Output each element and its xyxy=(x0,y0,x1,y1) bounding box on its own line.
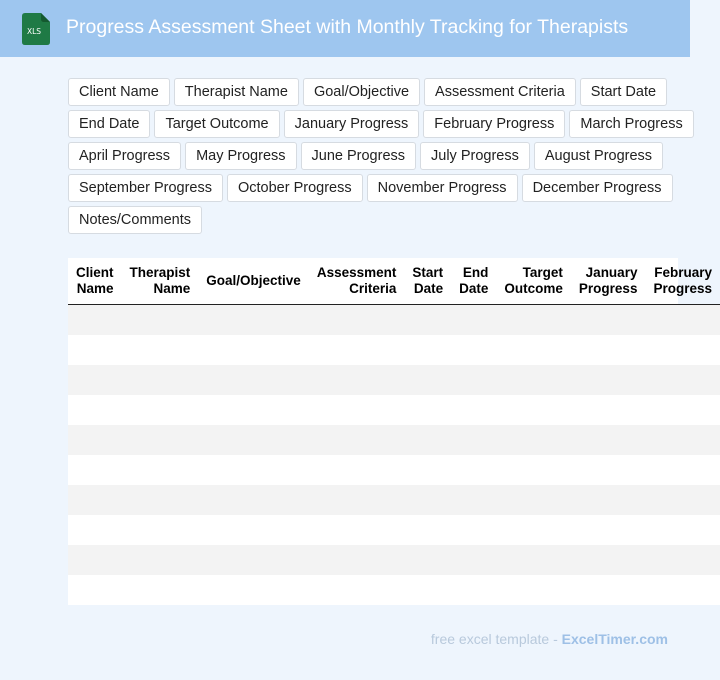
column-header-text: Client xyxy=(76,265,114,280)
table-cell[interactable] xyxy=(645,425,720,455)
table-cell[interactable] xyxy=(198,335,309,365)
column-header-text: Criteria xyxy=(349,281,397,296)
tracking-table xyxy=(68,258,720,605)
column-header-text: Start xyxy=(412,265,444,280)
table-cell[interactable] xyxy=(404,365,451,395)
column-header-text: Name xyxy=(76,281,114,296)
field-chip[interactable]: August Progress xyxy=(534,142,663,170)
table-cell[interactable] xyxy=(309,335,405,365)
table-row xyxy=(68,395,720,425)
table-cell[interactable] xyxy=(451,365,496,395)
table-cell[interactable] xyxy=(645,575,720,605)
table-cell[interactable] xyxy=(451,545,496,575)
column-header-text: Date xyxy=(459,281,489,296)
table-cell[interactable] xyxy=(309,485,405,515)
table-cell[interactable] xyxy=(496,575,571,605)
header-bar xyxy=(0,0,690,57)
table-row xyxy=(68,515,720,545)
table-cell[interactable] xyxy=(309,545,405,575)
column-header[interactable] xyxy=(451,258,496,305)
table-cell[interactable] xyxy=(496,365,571,395)
field-chip[interactable]: Start Date xyxy=(580,78,667,106)
table-cell[interactable] xyxy=(404,395,451,425)
table-cell[interactable] xyxy=(645,305,720,336)
table-cell[interactable] xyxy=(451,305,496,336)
table-cell[interactable] xyxy=(122,545,199,575)
table-cell[interactable] xyxy=(198,485,309,515)
field-chip[interactable]: Notes/Comments xyxy=(68,206,202,234)
column-header[interactable] xyxy=(309,258,405,305)
table-cell[interactable] xyxy=(68,395,122,425)
table-cell[interactable] xyxy=(122,305,199,336)
table-cell[interactable] xyxy=(309,455,405,485)
column-header-text: Progress xyxy=(653,281,712,296)
table-row xyxy=(68,335,720,365)
table-cell[interactable] xyxy=(571,545,646,575)
column-header-text: Outcome xyxy=(504,281,563,296)
table-cell[interactable] xyxy=(309,575,405,605)
column-header-text: January xyxy=(585,265,638,280)
field-chip-list xyxy=(68,78,698,234)
field-chip[interactable]: Client Name xyxy=(68,78,170,106)
table-cell[interactable] xyxy=(309,425,405,455)
table-cell[interactable] xyxy=(68,365,122,395)
table-cell[interactable] xyxy=(496,305,571,336)
table-row xyxy=(68,545,720,575)
field-chip[interactable]: October Progress xyxy=(227,174,363,202)
table-cell[interactable] xyxy=(198,455,309,485)
table-cell[interactable] xyxy=(198,365,309,395)
footer-prefix: free excel template - xyxy=(430,631,562,647)
column-header[interactable] xyxy=(571,258,646,305)
column-header-text: Therapist xyxy=(129,265,191,280)
table-cell[interactable] xyxy=(645,365,720,395)
footer-credit xyxy=(431,631,668,647)
field-chip[interactable]: End Date xyxy=(68,110,150,138)
table-cell[interactable] xyxy=(68,485,122,515)
table-cell[interactable] xyxy=(451,395,496,425)
table-cell[interactable] xyxy=(571,575,646,605)
column-header-text: Goal/Objective xyxy=(206,273,301,288)
table-cell[interactable] xyxy=(451,425,496,455)
table-cell[interactable] xyxy=(404,485,451,515)
table-cell[interactable] xyxy=(496,455,571,485)
table-cell[interactable] xyxy=(645,455,720,485)
field-chip[interactable]: November Progress xyxy=(367,174,518,202)
table-cell[interactable] xyxy=(571,365,646,395)
table-cell[interactable] xyxy=(451,575,496,605)
table-cell[interactable] xyxy=(571,455,646,485)
table-cell[interactable] xyxy=(68,335,122,365)
table-cell[interactable] xyxy=(68,425,122,455)
table-row xyxy=(68,305,720,336)
table-cell[interactable] xyxy=(496,395,571,425)
column-header[interactable] xyxy=(122,258,199,305)
table-cell[interactable] xyxy=(122,395,199,425)
table-cell[interactable] xyxy=(68,515,122,545)
table-cell[interactable] xyxy=(122,575,199,605)
table-cell[interactable] xyxy=(309,365,405,395)
column-header[interactable] xyxy=(496,258,571,305)
table-cell[interactable] xyxy=(571,305,646,336)
table-cell[interactable] xyxy=(198,515,309,545)
table-cell[interactable] xyxy=(404,575,451,605)
column-header-text: Target xyxy=(522,265,563,280)
field-chip[interactable]: January Progress xyxy=(284,110,420,138)
column-header[interactable] xyxy=(198,258,309,305)
column-header-text: Progress xyxy=(578,281,638,296)
table-cell[interactable] xyxy=(496,545,571,575)
table-cell[interactable] xyxy=(122,485,199,515)
field-chip[interactable]: December Progress xyxy=(522,174,673,202)
field-chip[interactable]: Target Outcome xyxy=(154,110,279,138)
table-header-row xyxy=(68,258,720,305)
table-cell[interactable] xyxy=(122,515,199,545)
table-body xyxy=(68,305,720,606)
field-chip[interactable]: Goal/Objective xyxy=(303,78,420,106)
field-chip[interactable]: May Progress xyxy=(185,142,296,170)
column-header-text: February xyxy=(654,265,712,280)
table-cell[interactable] xyxy=(404,335,451,365)
column-header[interactable] xyxy=(645,258,720,305)
table-cell[interactable] xyxy=(309,305,405,336)
tracking-table-container[interactable] xyxy=(68,258,712,605)
footer-brand-link[interactable]: ExcelTimer.com xyxy=(561,631,668,647)
table-cell[interactable] xyxy=(645,335,720,365)
table-cell[interactable] xyxy=(451,485,496,515)
table-cell[interactable] xyxy=(122,455,199,485)
column-header-text: Date xyxy=(413,281,444,296)
field-chip[interactable]: July Progress xyxy=(420,142,530,170)
table-cell[interactable] xyxy=(198,425,309,455)
table-cell[interactable] xyxy=(496,425,571,455)
table-cell[interactable] xyxy=(496,335,571,365)
table-cell[interactable] xyxy=(309,515,405,545)
table-cell[interactable] xyxy=(645,545,720,575)
field-chip[interactable]: February Progress xyxy=(423,110,565,138)
table-cell[interactable] xyxy=(571,515,646,545)
table-cell[interactable] xyxy=(309,395,405,425)
table-cell[interactable] xyxy=(198,395,309,425)
column-header-text: End xyxy=(462,265,489,280)
column-header[interactable] xyxy=(68,258,122,305)
table-cell[interactable] xyxy=(645,515,720,545)
table-cell[interactable] xyxy=(404,455,451,485)
table-row xyxy=(68,485,720,515)
table-cell[interactable] xyxy=(571,425,646,455)
column-header-text: Assessment xyxy=(316,265,397,280)
table-cell[interactable] xyxy=(451,455,496,485)
table-cell[interactable] xyxy=(68,305,122,336)
table-cell[interactable] xyxy=(122,335,199,365)
table-row xyxy=(68,425,720,455)
table-cell[interactable] xyxy=(122,365,199,395)
field-chip[interactable]: June Progress xyxy=(301,142,417,170)
xls-file-icon xyxy=(20,13,50,45)
table-cell[interactable] xyxy=(198,545,309,575)
table-cell[interactable] xyxy=(68,575,122,605)
table-row xyxy=(68,575,720,605)
table-cell[interactable] xyxy=(68,545,122,575)
table-cell[interactable] xyxy=(404,305,451,336)
page-title: Progress Assessment Sheet with Monthly Tracking for Therapists xyxy=(66,16,629,38)
table-cell[interactable] xyxy=(451,515,496,545)
table-cell[interactable] xyxy=(571,395,646,425)
column-header[interactable] xyxy=(404,258,451,305)
table-cell[interactable] xyxy=(404,425,451,455)
table-cell[interactable] xyxy=(496,515,571,545)
table-cell[interactable] xyxy=(571,485,646,515)
table-cell[interactable] xyxy=(122,425,199,455)
table-cell[interactable] xyxy=(68,455,122,485)
table-row xyxy=(68,365,720,395)
table-cell[interactable] xyxy=(645,395,720,425)
table-row xyxy=(68,455,720,485)
field-chip[interactable]: March Progress xyxy=(569,110,693,138)
table-cell[interactable] xyxy=(645,485,720,515)
table-cell[interactable] xyxy=(404,515,451,545)
table-cell[interactable] xyxy=(496,485,571,515)
field-chip[interactable]: Therapist Name xyxy=(174,78,299,106)
field-chip[interactable]: April Progress xyxy=(68,142,181,170)
column-header-text: Name xyxy=(153,281,191,296)
field-chip[interactable]: Assessment Criteria xyxy=(424,78,576,106)
field-chip[interactable]: September Progress xyxy=(68,174,223,202)
table-cell[interactable] xyxy=(571,335,646,365)
table-cell[interactable] xyxy=(404,545,451,575)
table-cell[interactable] xyxy=(451,335,496,365)
xls-icon-label: XLS xyxy=(26,27,42,36)
table-cell[interactable] xyxy=(198,305,309,336)
table-cell[interactable] xyxy=(198,575,309,605)
